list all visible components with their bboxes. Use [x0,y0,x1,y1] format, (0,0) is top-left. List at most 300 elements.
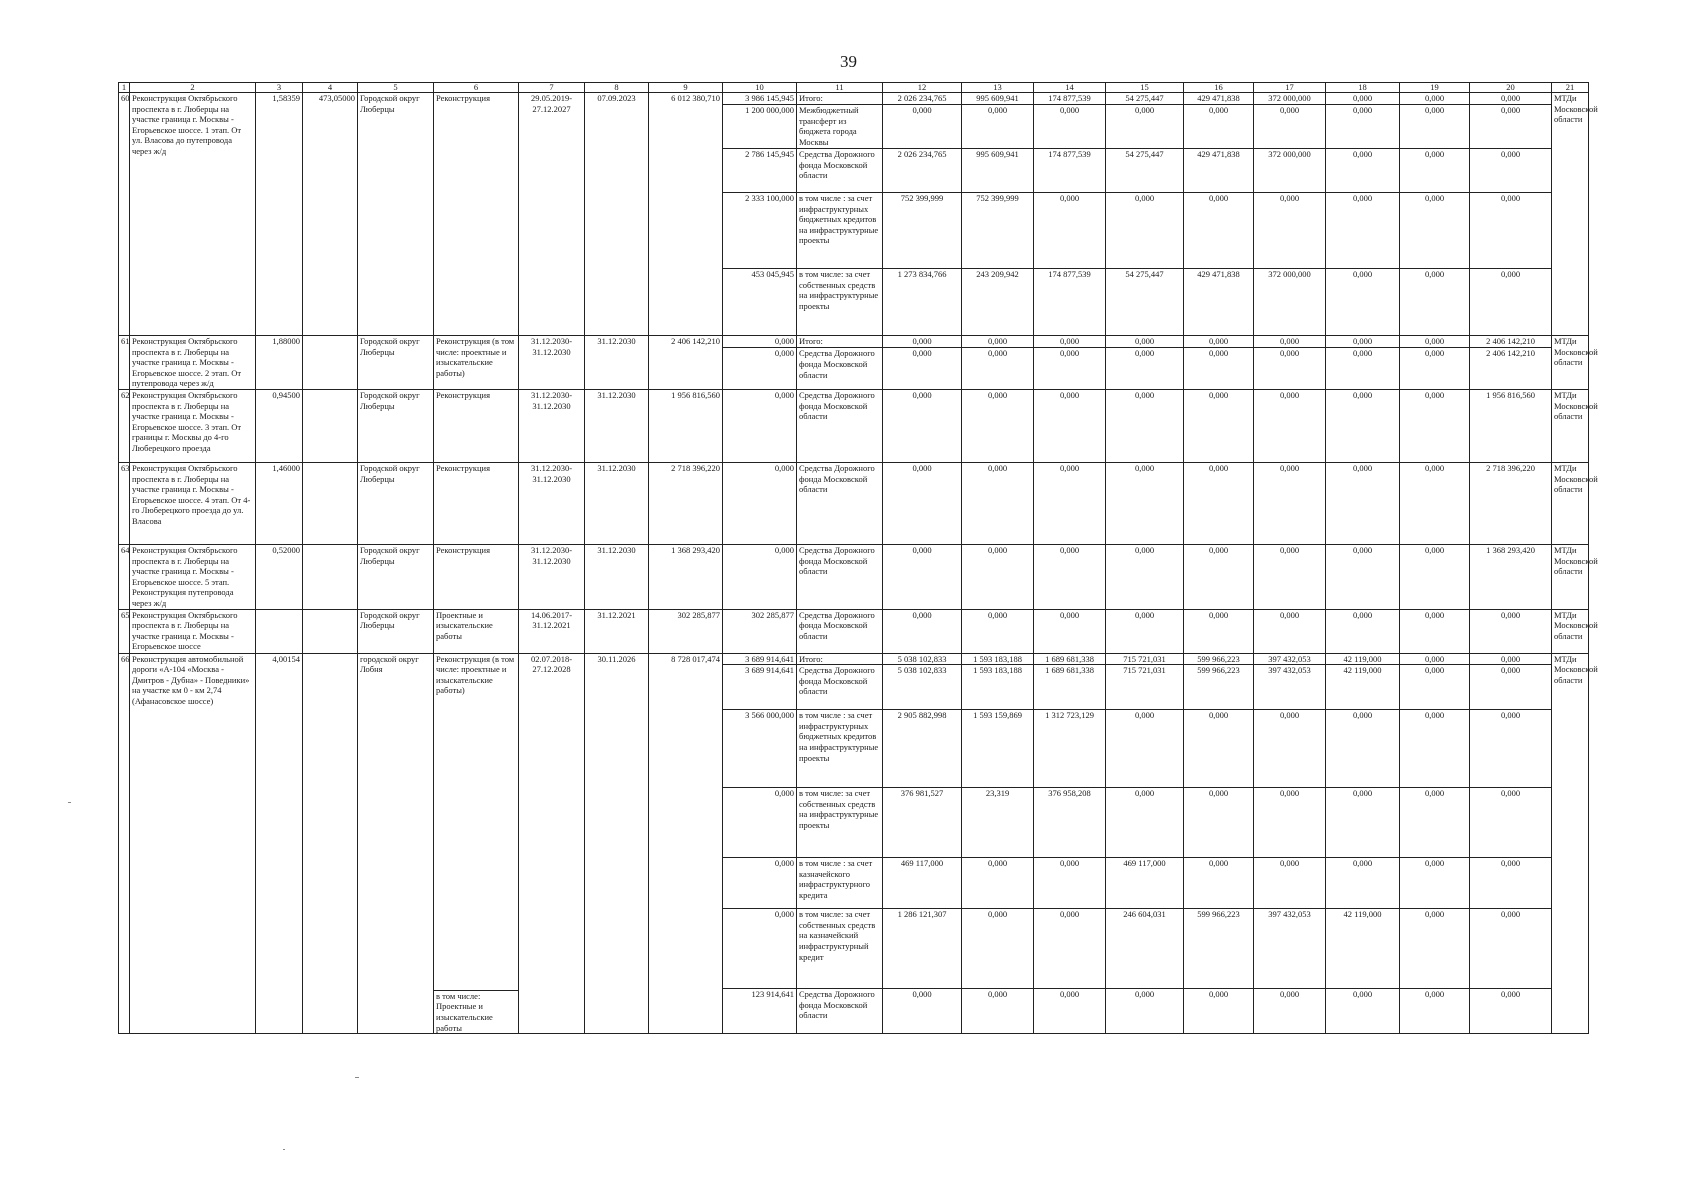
year-amount-col-14: 376 958,208 [1034,788,1106,858]
column-number-19: 19 [1400,83,1470,93]
work-type-text: Проектные и изыскательские работы [436,609,493,641]
year-amount-col-13: 0,000 [962,462,1034,544]
year-amount-col-12: 0,000 [883,348,962,390]
total-cost: 1 368 293,420 [649,544,723,609]
year-amount-col-12: 0,000 [883,989,962,1034]
year-amount-col-13: 23,319 [962,788,1034,858]
funded-amount: 3 566 000,000 [723,710,797,788]
municipality: Городской округ Люберцы [358,462,434,544]
funded-amount: 0,000 [723,858,797,909]
year-amount-col-18: 0,000 [1326,93,1400,105]
work-type-text: Реконструкция (в том числе: проектные и изыскательские работы) [436,336,515,378]
year-amount-col-12: 469 117,000 [883,858,962,909]
column-number-15: 15 [1106,83,1184,93]
year-amount-col-15: 54 275,447 [1106,93,1184,105]
year-amount-col-16: 429 471,838 [1184,149,1254,193]
column-number-13: 13 [962,83,1034,93]
budget-table [118,82,1598,1034]
funded-amount: 1 200 000,000 [723,105,797,149]
scan-speck [355,1077,359,1078]
year-amount-col-13: 0,000 [962,389,1034,462]
table-row [119,93,1589,105]
year-amount-col-19: 0,000 [1400,93,1470,105]
completion-date: 31.12.2030 [585,544,649,609]
year-amount-col-13: 995 609,941 [962,149,1034,193]
year-amount-col-19: 0,000 [1400,193,1470,269]
responsible-body: МТДи Московской области [1552,609,1589,653]
table-row [119,462,1589,544]
work-type-subtext: в том числе: Проектные и изыскательские работы [434,990,518,1033]
table-row [119,544,1589,609]
total-cost: 6 012 380,710 [649,93,723,336]
column-number-5: 5 [358,83,434,93]
funded-amount: 0,000 [723,462,797,544]
year-amount-col-18: 42 119,000 [1326,665,1400,710]
scan-speck [68,802,71,803]
period: 02.07.2018-27.12.2028 [519,653,585,1034]
municipality: Городской округ Люберцы [358,93,434,336]
work-type-text: Реконструкция [436,462,491,473]
work-type [434,336,519,390]
year-amount-col-15: 715 721,031 [1106,665,1184,710]
total-cost: 2 718 396,220 [649,462,723,544]
year-amount-col-14: 174 877,539 [1034,149,1106,193]
funding-source: Итого: [797,93,883,105]
year-amount-col-15: 0,000 [1106,788,1184,858]
year-amount-col-19: 0,000 [1400,788,1470,858]
capacity: 473,05000 [303,93,358,336]
year-amount-col-12: 0,000 [883,609,962,653]
year-amount-col-20: 0,000 [1470,93,1552,105]
year-amount-col-17: 0,000 [1254,336,1326,348]
row-number: 63 [119,462,130,544]
year-amount-col-16: 599 966,223 [1184,909,1254,989]
year-amount-col-20: 0,000 [1470,269,1552,336]
year-amount-col-20: 0,000 [1470,909,1552,989]
year-amount-col-16: 0,000 [1184,544,1254,609]
table-row [119,336,1589,348]
page-number: 39 [840,52,857,71]
table-row [119,653,1589,665]
year-amount-col-19: 0,000 [1400,858,1470,909]
year-amount-col-19: 0,000 [1400,710,1470,788]
year-amount-col-19: 0,000 [1400,348,1470,390]
year-amount-col-19: 0,000 [1400,544,1470,609]
year-amount-col-15: 0,000 [1106,193,1184,269]
year-amount-col-15: 0,000 [1106,710,1184,788]
year-amount-col-17: 0,000 [1254,544,1326,609]
work-type-text: Реконструкция [436,93,491,103]
year-amount-col-14: 0,000 [1034,544,1106,609]
funded-amount: 123 914,641 [723,989,797,1034]
year-amount-col-12: 5 038 102,833 [883,653,962,665]
year-amount-col-19: 0,000 [1400,653,1470,665]
year-amount-col-17: 397 432,053 [1254,665,1326,710]
funding-source: Итого: [797,336,883,348]
year-amount-col-17: 0,000 [1254,858,1326,909]
year-amount-col-19: 0,000 [1400,665,1470,710]
length-km [256,609,303,653]
object-name: Реконструкция автомобильной дороги «А-104 «Москва - Дмитров - Дубна» - Поведники» на участке км 0 - км 2,74 (Афанасовское шоссе) [130,653,256,1034]
column-number-1: 1 [119,83,130,93]
work-type [434,93,519,336]
total-cost: 8 728 017,474 [649,653,723,1034]
year-amount-col-18: 0,000 [1326,462,1400,544]
year-amount-col-14: 0,000 [1034,462,1106,544]
year-amount-col-15: 0,000 [1106,989,1184,1034]
row-number: 65 [119,609,130,653]
funded-amount: 3 689 914,641 [723,653,797,665]
year-amount-col-20: 0,000 [1470,858,1552,909]
funded-amount: 0,000 [723,788,797,858]
year-amount-col-16: 0,000 [1184,788,1254,858]
funding-source: Средства Дорожного фонда Московской области [797,544,883,609]
column-number-4: 4 [303,83,358,93]
year-amount-col-16: 0,000 [1184,348,1254,390]
year-amount-col-15: 0,000 [1106,609,1184,653]
column-number-11: 11 [797,83,883,93]
length-km: 1,58359 [256,93,303,336]
column-number-9: 9 [649,83,723,93]
year-amount-col-16: 0,000 [1184,336,1254,348]
capacity [303,653,358,1034]
completion-date: 31.12.2021 [585,609,649,653]
year-amount-col-13: 1 593 183,188 [962,653,1034,665]
column-number-row [119,83,1589,93]
year-amount-col-12: 0,000 [883,105,962,149]
year-amount-col-17: 372 000,000 [1254,93,1326,105]
funded-amount: 0,000 [723,348,797,390]
funded-amount: 0,000 [723,909,797,989]
length-km: 0,52000 [256,544,303,609]
column-number-6: 6 [434,83,519,93]
funding-source: в том числе : за счет казначейского инфраструктурного кредита [797,858,883,909]
responsible-body: МТДи Московской области [1552,462,1589,544]
object-name: Реконструкция Октябрьского проспекта в г. Люберцы на участке граница г. Москвы - Егорьевское шоссе. 1 этап. От ул. Власова до путепровода через ж/д [130,93,256,336]
year-amount-col-15: 0,000 [1106,544,1184,609]
table-body [119,82,1598,1034]
year-amount-col-15: 246 604,031 [1106,909,1184,989]
year-amount-col-18: 0,000 [1326,348,1400,390]
year-amount-col-17: 397 432,053 [1254,909,1326,989]
year-amount-col-14: 0,000 [1034,336,1106,348]
year-amount-col-20: 2 406 142,210 [1470,336,1552,348]
year-amount-col-18: 0,000 [1326,858,1400,909]
year-amount-col-14: 1 689 681,338 [1034,665,1106,710]
year-amount-col-15: 0,000 [1106,348,1184,390]
funded-amount: 3 689 914,641 [723,665,797,710]
work-type [434,653,519,1034]
length-km: 0,94500 [256,389,303,462]
year-amount-col-15: 0,000 [1106,462,1184,544]
year-amount-col-17: 0,000 [1254,609,1326,653]
length-km: 1,88000 [256,336,303,390]
table-row [119,389,1589,462]
year-amount-col-16: 0,000 [1184,389,1254,462]
year-amount-col-12: 0,000 [883,389,962,462]
year-amount-col-16: 429 471,838 [1184,269,1254,336]
year-amount-col-15: 715 721,031 [1106,653,1184,665]
year-amount-col-12: 376 981,527 [883,788,962,858]
funded-amount: 453 045,945 [723,269,797,336]
year-amount-col-14: 174 877,539 [1034,269,1106,336]
period: 29.05.2019-27.12.2027 [519,93,585,336]
municipality: Городской округ Люберцы [358,389,434,462]
year-amount-col-19: 0,000 [1400,389,1470,462]
work-type [434,389,519,462]
funded-amount: 3 986 145,945 [723,93,797,105]
capacity [303,544,358,609]
year-amount-col-13: 0,000 [962,909,1034,989]
table-row [119,609,1589,653]
completion-date: 31.12.2030 [585,336,649,390]
column-number-17: 17 [1254,83,1326,93]
year-amount-col-14: 0,000 [1034,348,1106,390]
object-name: Реконструкция Октябрьского проспекта в г. Люберцы на участке граница г. Москвы - Егорьевское шоссе [130,609,256,653]
row-number: 60 [119,93,130,336]
year-amount-col-20: 0,000 [1470,149,1552,193]
period: 31.12.2030-31.12.2030 [519,462,585,544]
year-amount-col-18: 0,000 [1326,336,1400,348]
year-amount-col-20: 0,000 [1470,710,1552,788]
year-amount-col-13: 0,000 [962,348,1034,390]
year-amount-col-18: 0,000 [1326,609,1400,653]
year-amount-col-12: 1 286 121,307 [883,909,962,989]
period: 31.12.2030-31.12.2030 [519,389,585,462]
year-amount-col-17: 397 432,053 [1254,653,1326,665]
capacity [303,336,358,390]
year-amount-col-20: 0,000 [1470,609,1552,653]
year-amount-col-13: 243 209,942 [962,269,1034,336]
column-number-12: 12 [883,83,962,93]
funding-source: Межбюджетный трансферт из бюджета города Москвы [797,105,883,149]
funding-source: Итого: [797,653,883,665]
year-amount-col-18: 0,000 [1326,710,1400,788]
row-number: 66 [119,653,130,1034]
funded-amount: 0,000 [723,336,797,348]
year-amount-col-20: 0,000 [1470,105,1552,149]
funding-source: в том числе: за счет собственных средств на казначейский инфраструктурный кредит [797,909,883,989]
funding-source: в том числе : за счет инфраструктурных бюджетных кредитов на инфраструктурные проекты [797,710,883,788]
year-amount-col-17: 0,000 [1254,348,1326,390]
municipality: городской округ Лобня [358,653,434,1034]
year-amount-col-18: 42 119,000 [1326,653,1400,665]
year-amount-col-16: 0,000 [1184,609,1254,653]
year-amount-col-17: 0,000 [1254,788,1326,858]
year-amount-col-18: 42 119,000 [1326,909,1400,989]
municipality: Городской округ Люберцы [358,544,434,609]
year-amount-col-15: 469 117,000 [1106,858,1184,909]
funding-source: Средства Дорожного фонда Московской области [797,989,883,1034]
year-amount-col-13: 0,000 [962,544,1034,609]
year-amount-col-12: 2 026 234,765 [883,149,962,193]
year-amount-col-20: 0,000 [1470,788,1552,858]
object-name: Реконструкция Октябрьского проспекта в г. Люберцы на участке граница г. Москвы - Егорьевское шоссе. 2 этап. От путепровода через ж/д [130,336,256,390]
object-name: Реконструкция Октябрьского проспекта в г. Люберцы на участке граница г. Москвы - Егорьевское шоссе. 4 этап. От 4-го Люберецкого проезда до ул. Власова [130,462,256,544]
year-amount-col-20: 0,000 [1470,665,1552,710]
column-number-16: 16 [1184,83,1254,93]
funding-source: Средства Дорожного фонда Московской области [797,348,883,390]
work-type [434,544,519,609]
column-number-10: 10 [723,83,797,93]
total-cost: 302 285,877 [649,609,723,653]
year-amount-col-16: 0,000 [1184,105,1254,149]
year-amount-col-18: 0,000 [1326,269,1400,336]
work-type-text: Реконструкция [436,389,491,400]
year-amount-col-16: 0,000 [1184,858,1254,909]
year-amount-col-12: 2 026 234,765 [883,93,962,105]
funding-source: Средства Дорожного фонда Московской области [797,665,883,710]
year-amount-col-17: 372 000,000 [1254,269,1326,336]
object-name: Реконструкция Октябрьского проспекта в г. Люберцы на участке граница г. Москвы - Егорьевское шоссе. 5 этап. Реконструкция путепровода через ж/д [130,544,256,609]
funded-amount: 2 333 100,000 [723,193,797,269]
total-cost: 1 956 816,560 [649,389,723,462]
funded-amount: 2 786 145,945 [723,149,797,193]
year-amount-col-17: 0,000 [1254,389,1326,462]
year-amount-col-13: 752 399,999 [962,193,1034,269]
completion-date: 30.11.2026 [585,653,649,1034]
year-amount-col-15: 0,000 [1106,336,1184,348]
work-type-text: Реконструкция [436,544,491,555]
year-amount-col-14: 1 312 723,129 [1034,710,1106,788]
object-name: Реконструкция Октябрьского проспекта в г. Люберцы на участке граница г. Москвы - Егорьевское шоссе. 3 этап. От границы г. Москвы до 4-го Люберецкого проезда [130,389,256,462]
funding-source: Средства Дорожного фонда Московской области [797,389,883,462]
funding-source: в том числе: за счет собственных средств на инфраструктурные проекты [797,269,883,336]
responsible-body: МТДи Московской области [1552,93,1589,336]
responsible-body: МТДи Московской области [1552,544,1589,609]
year-amount-col-15: 0,000 [1106,389,1184,462]
funding-source: Средства Дорожного фонда Московской области [797,609,883,653]
year-amount-col-20: 0,000 [1470,989,1552,1034]
year-amount-col-13: 995 609,941 [962,93,1034,105]
year-amount-col-20: 1 956 816,560 [1470,389,1552,462]
column-number-18: 18 [1326,83,1400,93]
year-amount-col-20: 2 718 396,220 [1470,462,1552,544]
column-number-8: 8 [585,83,649,93]
year-amount-col-14: 0,000 [1034,105,1106,149]
municipality: Городской округ Люберцы [358,609,434,653]
year-amount-col-18: 0,000 [1326,788,1400,858]
responsible-body: МТДи Московской области [1552,389,1589,462]
responsible-body: МТДи Московской области [1552,653,1589,1034]
municipality: Городской округ Люберцы [358,336,434,390]
column-number-2: 2 [130,83,256,93]
year-amount-col-13: 0,000 [962,989,1034,1034]
year-amount-col-17: 0,000 [1254,105,1326,149]
work-type-text: Реконструкция (в том числе: проектные и изыскательские работы) [436,653,515,696]
year-amount-col-19: 0,000 [1400,909,1470,989]
year-amount-col-13: 0,000 [962,336,1034,348]
year-amount-col-17: 0,000 [1254,462,1326,544]
year-amount-col-14: 174 877,539 [1034,93,1106,105]
funding-source: в том числе: за счет собственных средств на инфраструктурные проекты [797,788,883,858]
completion-date: 31.12.2030 [585,462,649,544]
year-amount-col-16: 599 966,223 [1184,653,1254,665]
year-amount-col-15: 54 275,447 [1106,149,1184,193]
funding-source: Средства Дорожного фонда Московской области [797,462,883,544]
year-amount-col-12: 0,000 [883,336,962,348]
row-number: 62 [119,389,130,462]
year-amount-col-14: 0,000 [1034,609,1106,653]
period: 31.12.2030-31.12.2030 [519,336,585,390]
year-amount-col-19: 0,000 [1400,989,1470,1034]
year-amount-col-14: 0,000 [1034,989,1106,1034]
row-number: 61 [119,336,130,390]
row-number: 64 [119,544,130,609]
year-amount-col-14: 0,000 [1034,909,1106,989]
year-amount-col-17: 0,000 [1254,710,1326,788]
column-number-14: 14 [1034,83,1106,93]
year-amount-col-18: 0,000 [1326,149,1400,193]
year-amount-col-19: 0,000 [1400,462,1470,544]
period: 31.12.2030-31.12.2030 [519,544,585,609]
year-amount-col-14: 1 689 681,338 [1034,653,1106,665]
year-amount-col-20: 0,000 [1470,193,1552,269]
year-amount-col-18: 0,000 [1326,989,1400,1034]
capacity [303,389,358,462]
year-amount-col-12: 752 399,999 [883,193,962,269]
year-amount-col-18: 0,000 [1326,193,1400,269]
year-amount-col-18: 0,000 [1326,105,1400,149]
year-amount-col-20: 1 368 293,420 [1470,544,1552,609]
funding-source: в том числе : за счет инфраструктурных бюджетных кредитов на инфраструктурные проекты [797,193,883,269]
year-amount-col-14: 0,000 [1034,389,1106,462]
completion-date: 07.09.2023 [585,93,649,336]
total-cost: 2 406 142,210 [649,336,723,390]
scan-speck [283,1149,285,1150]
year-amount-col-13: 0,000 [962,105,1034,149]
year-amount-col-16: 0,000 [1184,462,1254,544]
year-amount-col-12: 0,000 [883,462,962,544]
year-amount-col-12: 1 273 834,766 [883,269,962,336]
capacity [303,609,358,653]
year-amount-col-18: 0,000 [1326,389,1400,462]
work-type [434,609,519,653]
year-amount-col-15: 0,000 [1106,105,1184,149]
funded-amount: 0,000 [723,389,797,462]
column-number-20: 20 [1470,83,1552,93]
column-number-7: 7 [519,83,585,93]
year-amount-col-14: 0,000 [1034,193,1106,269]
year-amount-col-12: 0,000 [883,544,962,609]
year-amount-col-17: 0,000 [1254,193,1326,269]
length-km: 4,00154 [256,653,303,1034]
year-amount-col-12: 2 905 882,998 [883,710,962,788]
year-amount-col-16: 0,000 [1184,193,1254,269]
completion-date: 31.12.2030 [585,389,649,462]
year-amount-col-12: 5 038 102,833 [883,665,962,710]
year-amount-col-14: 0,000 [1034,858,1106,909]
year-amount-col-20: 2 406 142,210 [1470,348,1552,390]
year-amount-col-19: 0,000 [1400,105,1470,149]
year-amount-col-16: 599 966,223 [1184,665,1254,710]
funding-source: Средства Дорожного фонда Московской области [797,149,883,193]
year-amount-col-16: 429 471,838 [1184,93,1254,105]
length-km: 1,46000 [256,462,303,544]
year-amount-col-17: 0,000 [1254,989,1326,1034]
year-amount-col-13: 1 593 159,869 [962,710,1034,788]
year-amount-col-19: 0,000 [1400,336,1470,348]
year-amount-col-18: 0,000 [1326,544,1400,609]
column-number-3: 3 [256,83,303,93]
period: 14.06.2017-31.12.2021 [519,609,585,653]
work-type [434,462,519,544]
year-amount-col-19: 0,000 [1400,269,1470,336]
year-amount-col-17: 372 000,000 [1254,149,1326,193]
year-amount-col-16: 0,000 [1184,710,1254,788]
funded-amount: 0,000 [723,544,797,609]
column-number-21: 21 [1552,83,1589,93]
